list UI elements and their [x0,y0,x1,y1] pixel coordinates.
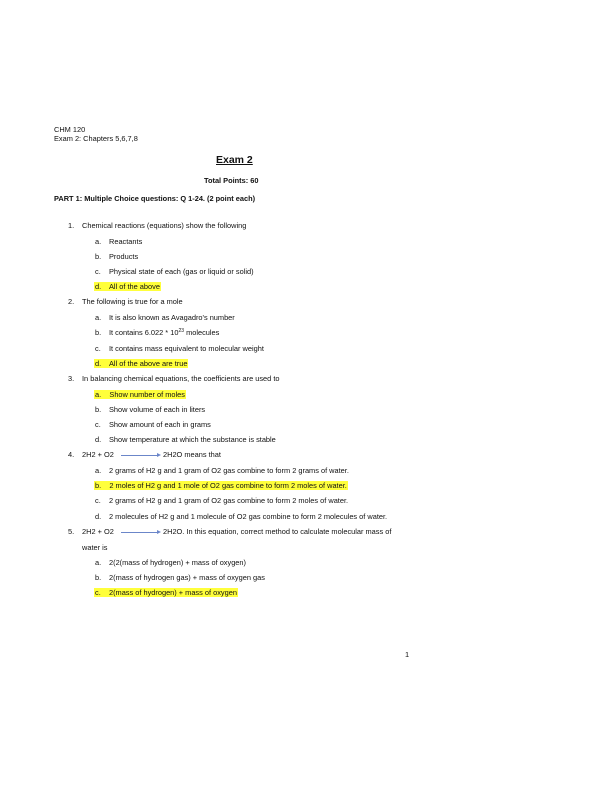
q2-option-b-text [109,328,219,337]
q2-option-b-text-before: It contains 6.022 * 10 [109,328,179,337]
q3-option-a-answer [94,390,186,399]
q2-option-b-letter: b. [95,328,102,337]
q5-reaction-arrow [121,532,159,533]
q1-option-b-letter: b. [95,252,102,261]
question-2-text: The following is true for a mole [82,297,183,306]
q5-option-a-letter: a. [95,558,102,567]
q4-products: 2H2O means that [163,450,221,459]
q5-continuation: water is [82,543,108,552]
q4-reaction-arrow [121,455,159,456]
q1-option-b-text: Products [109,252,139,261]
q3-option-d-text: Show temperature at which the substance is stable [109,435,276,444]
q3-option-a-letter: a. [95,390,102,399]
q5-option-c-answer [94,588,238,597]
q5-reactants: 2H2 + O2 [82,527,114,536]
q3-option-c-letter: c. [95,420,101,429]
q4-option-c-letter: c. [95,496,101,505]
q1-option-c-text: Physical state of each (gas or liquid or solid) [109,267,254,276]
q5-option-a-text: 2(2(mass of hydrogen) + mass of oxygen) [109,558,246,567]
q5-option-b-letter: b. [95,573,102,582]
q2-option-d-answer [94,359,188,368]
q5-option-c-letter: c. [95,588,101,597]
q3-option-b-letter: b. [95,405,102,414]
question-2-number: 2. [68,297,75,306]
q2-option-a-letter: a. [95,313,102,322]
question-1-number: 1. [68,221,75,230]
q2-option-c-text: It contains mass equivalent to molecular weight [109,344,264,353]
page-title: Exam 2 [216,154,253,166]
q5-option-b-text: 2(mass of hydrogen gas) + mass of oxygen gas [109,573,265,582]
q1-option-a-text: Reactants [109,237,143,246]
total-points: Total Points: 60 [204,176,259,185]
q4-option-d-letter: d. [95,512,102,521]
question-3-number: 3. [68,374,75,383]
q2-option-b-text-after: molecules [184,328,220,337]
q1-option-d-text: All of the above [108,282,160,291]
part1-heading: PART 1: Multiple Choice questions: Q 1-24. (2 point each) [54,194,256,203]
q4-reactants: 2H2 + O2 [82,450,114,459]
question-3-text: In balancing chemical equations, the coefficients are used to [82,374,280,383]
q5-products: 2H2O. In this equation, correct method to calculate molecular mass of [163,527,392,536]
q3-option-a-text: Show number of moles [109,390,185,399]
q3-option-d-letter: d. [95,435,102,444]
q2-option-b-exponent: 23 [178,328,185,334]
q4-option-c-text: 2 grams of H2 g and 1 gram of O2 gas combine to form 2 moles of water. [109,496,349,505]
q4-option-a-text: 2 grams of H2 g and 1 gram of O2 gas combine to form 2 grams of water. [109,466,349,475]
q2-option-d-letter: d. [95,359,102,368]
q4-option-b-letter: b. [95,481,102,490]
q1-option-c-letter: c. [95,267,101,276]
q1-option-d-answer [94,282,161,291]
question-5-number: 5. [68,527,75,536]
q2-option-d-text: All of the above are true [108,359,188,368]
page-number: 1 [405,650,410,659]
question-1-text: Chemical reactions (equations) show the following [82,221,247,230]
exam-subtitle: Exam 2: Chapters 5,6,7,8 [54,134,138,143]
q4-option-b-answer [94,481,348,490]
q3-option-b-text: Show volume of each in liters [109,405,206,414]
q1-option-d-letter: d. [95,282,102,291]
q3-option-c-text: Show amount of each in grams [109,420,211,429]
q4-option-d-text: 2 molecules of H2 g and 1 molecule of O2 gas combine to form 2 molecules of water. [109,512,388,521]
q1-option-a-letter: a. [95,237,102,246]
question-4-number: 4. [68,450,75,459]
q5-option-c-text: 2(mass of hydrogen) + mass of oxygen [108,588,237,597]
course-code: CHM 120 [54,125,86,134]
q4-option-a-letter: a. [95,466,102,475]
q4-option-b-text: 2 moles of H2 g and 1 mole of O2 gas combine to form 2 moles of water. [109,481,347,490]
q2-option-a-text: It is also known as Avagadro's number [109,313,235,322]
q2-option-c-letter: c. [95,344,101,353]
